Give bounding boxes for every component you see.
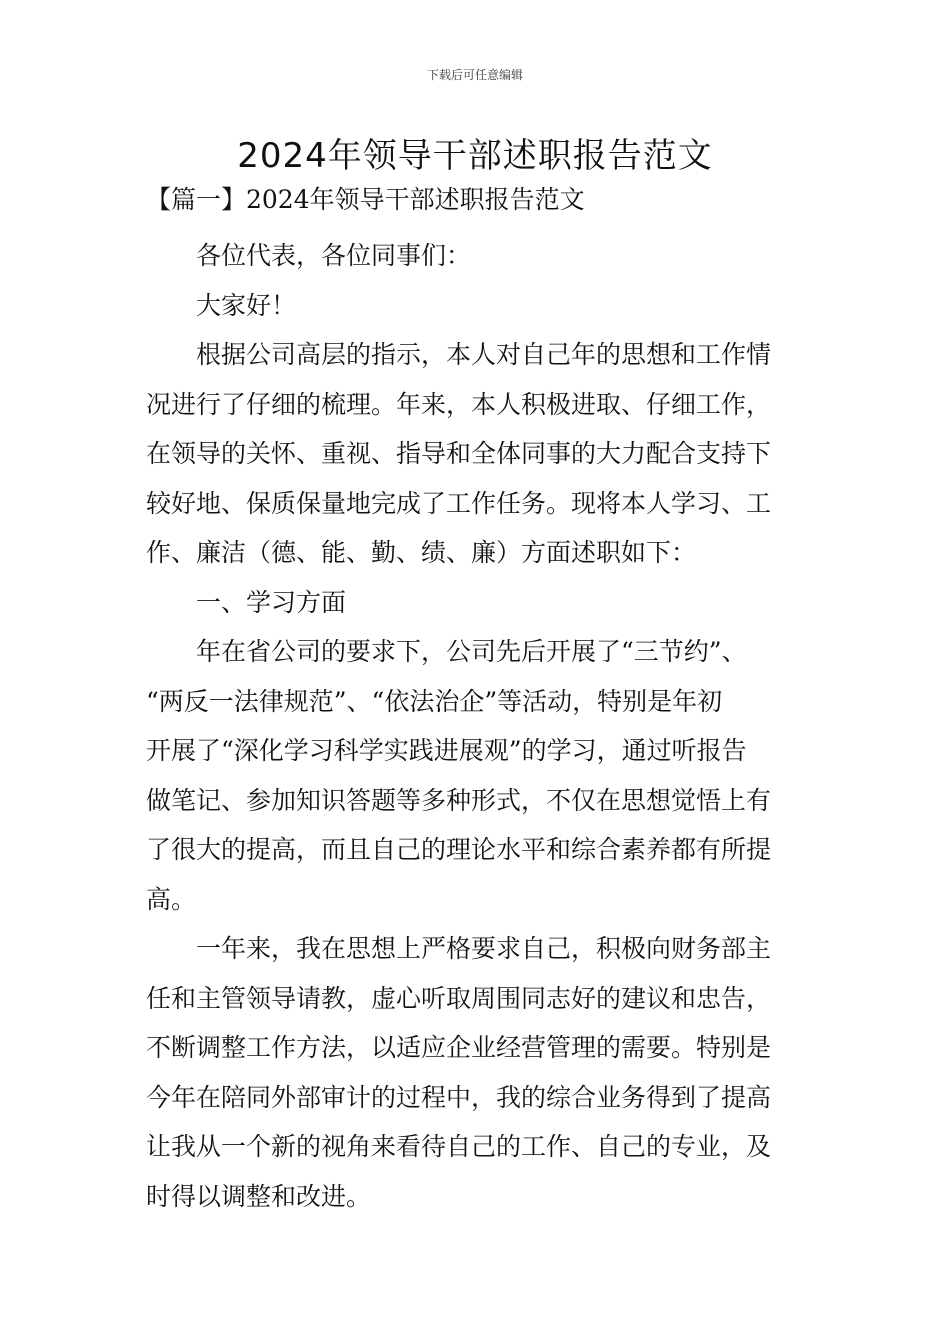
paragraph-1: [146, 330, 806, 578]
paragraph-line: 了很大的提高，而且自己的理论水平和综合素养都有所提: [146, 835, 772, 864]
paragraph-line: 作、廉洁（德、能、勤、绩、廉）方面述职如下：: [146, 538, 697, 567]
paragraph-line: 做笔记、参加知识答题等多种形式，不仅在思想觉悟上有: [146, 785, 772, 815]
paragraph-line: 较好地、保质保量地完成了工作任务。现将本人学习、工: [146, 488, 772, 518]
section-heading: 【篇一】2024年领导干部述职报告范文: [146, 185, 585, 214]
hello-line: 大家好！: [196, 290, 297, 320]
paragraph-line: 今年在陪同外部审计的过程中，我的综合业务得到了提高: [146, 1082, 772, 1112]
paragraph-line: 一年来，我在思想上严格要求自己，积极向财务部主: [196, 934, 772, 963]
document-title: 2024年领导干部述职报告范文: [237, 136, 713, 176]
paragraph-line: 让我从一个新的视角来看待自己的工作、自己的专业，及: [146, 1132, 772, 1161]
greeting-line: 各位代表，各位同事们：: [196, 241, 472, 270]
paragraph-line: 高。: [146, 884, 197, 914]
paragraph-line: 年在省公司的要求下，公司先后开展了“三节约”、: [196, 637, 747, 666]
paragraph-line: 在领导的关怀、重视、指导和全体同事的大力配合支持下: [146, 439, 772, 468]
document-body: [146, 180, 806, 1221]
subheading-study: 一、学习方面: [196, 587, 347, 617]
paragraph-line: “两反一法律规范”、“依法治企”等活动，特别是年初: [146, 686, 723, 716]
paragraph-line: 任和主管领导请教，虚心听取周围同志好的建议和忠告，: [146, 983, 772, 1013]
paragraph-line: 开展了“深化学习科学实践进展观”的学习，通过听报告: [146, 736, 747, 765]
header-note: 下载后可任意编辑: [426, 68, 523, 82]
paragraph-line: 况进行了仔细的梳理。年来，本人积极进取、仔细工作，: [146, 389, 772, 419]
paragraph-line: 不断调整工作方法，以适应企业经营管理的需要。特别是: [146, 1033, 772, 1062]
paragraph-line: 根据公司高层的指示，本人对自己年的思想和工作情: [196, 340, 772, 369]
paragraph-2: [146, 627, 806, 924]
paragraph-line: 时得以调整和改进。: [146, 1181, 372, 1211]
paragraph-3: [146, 924, 806, 1221]
